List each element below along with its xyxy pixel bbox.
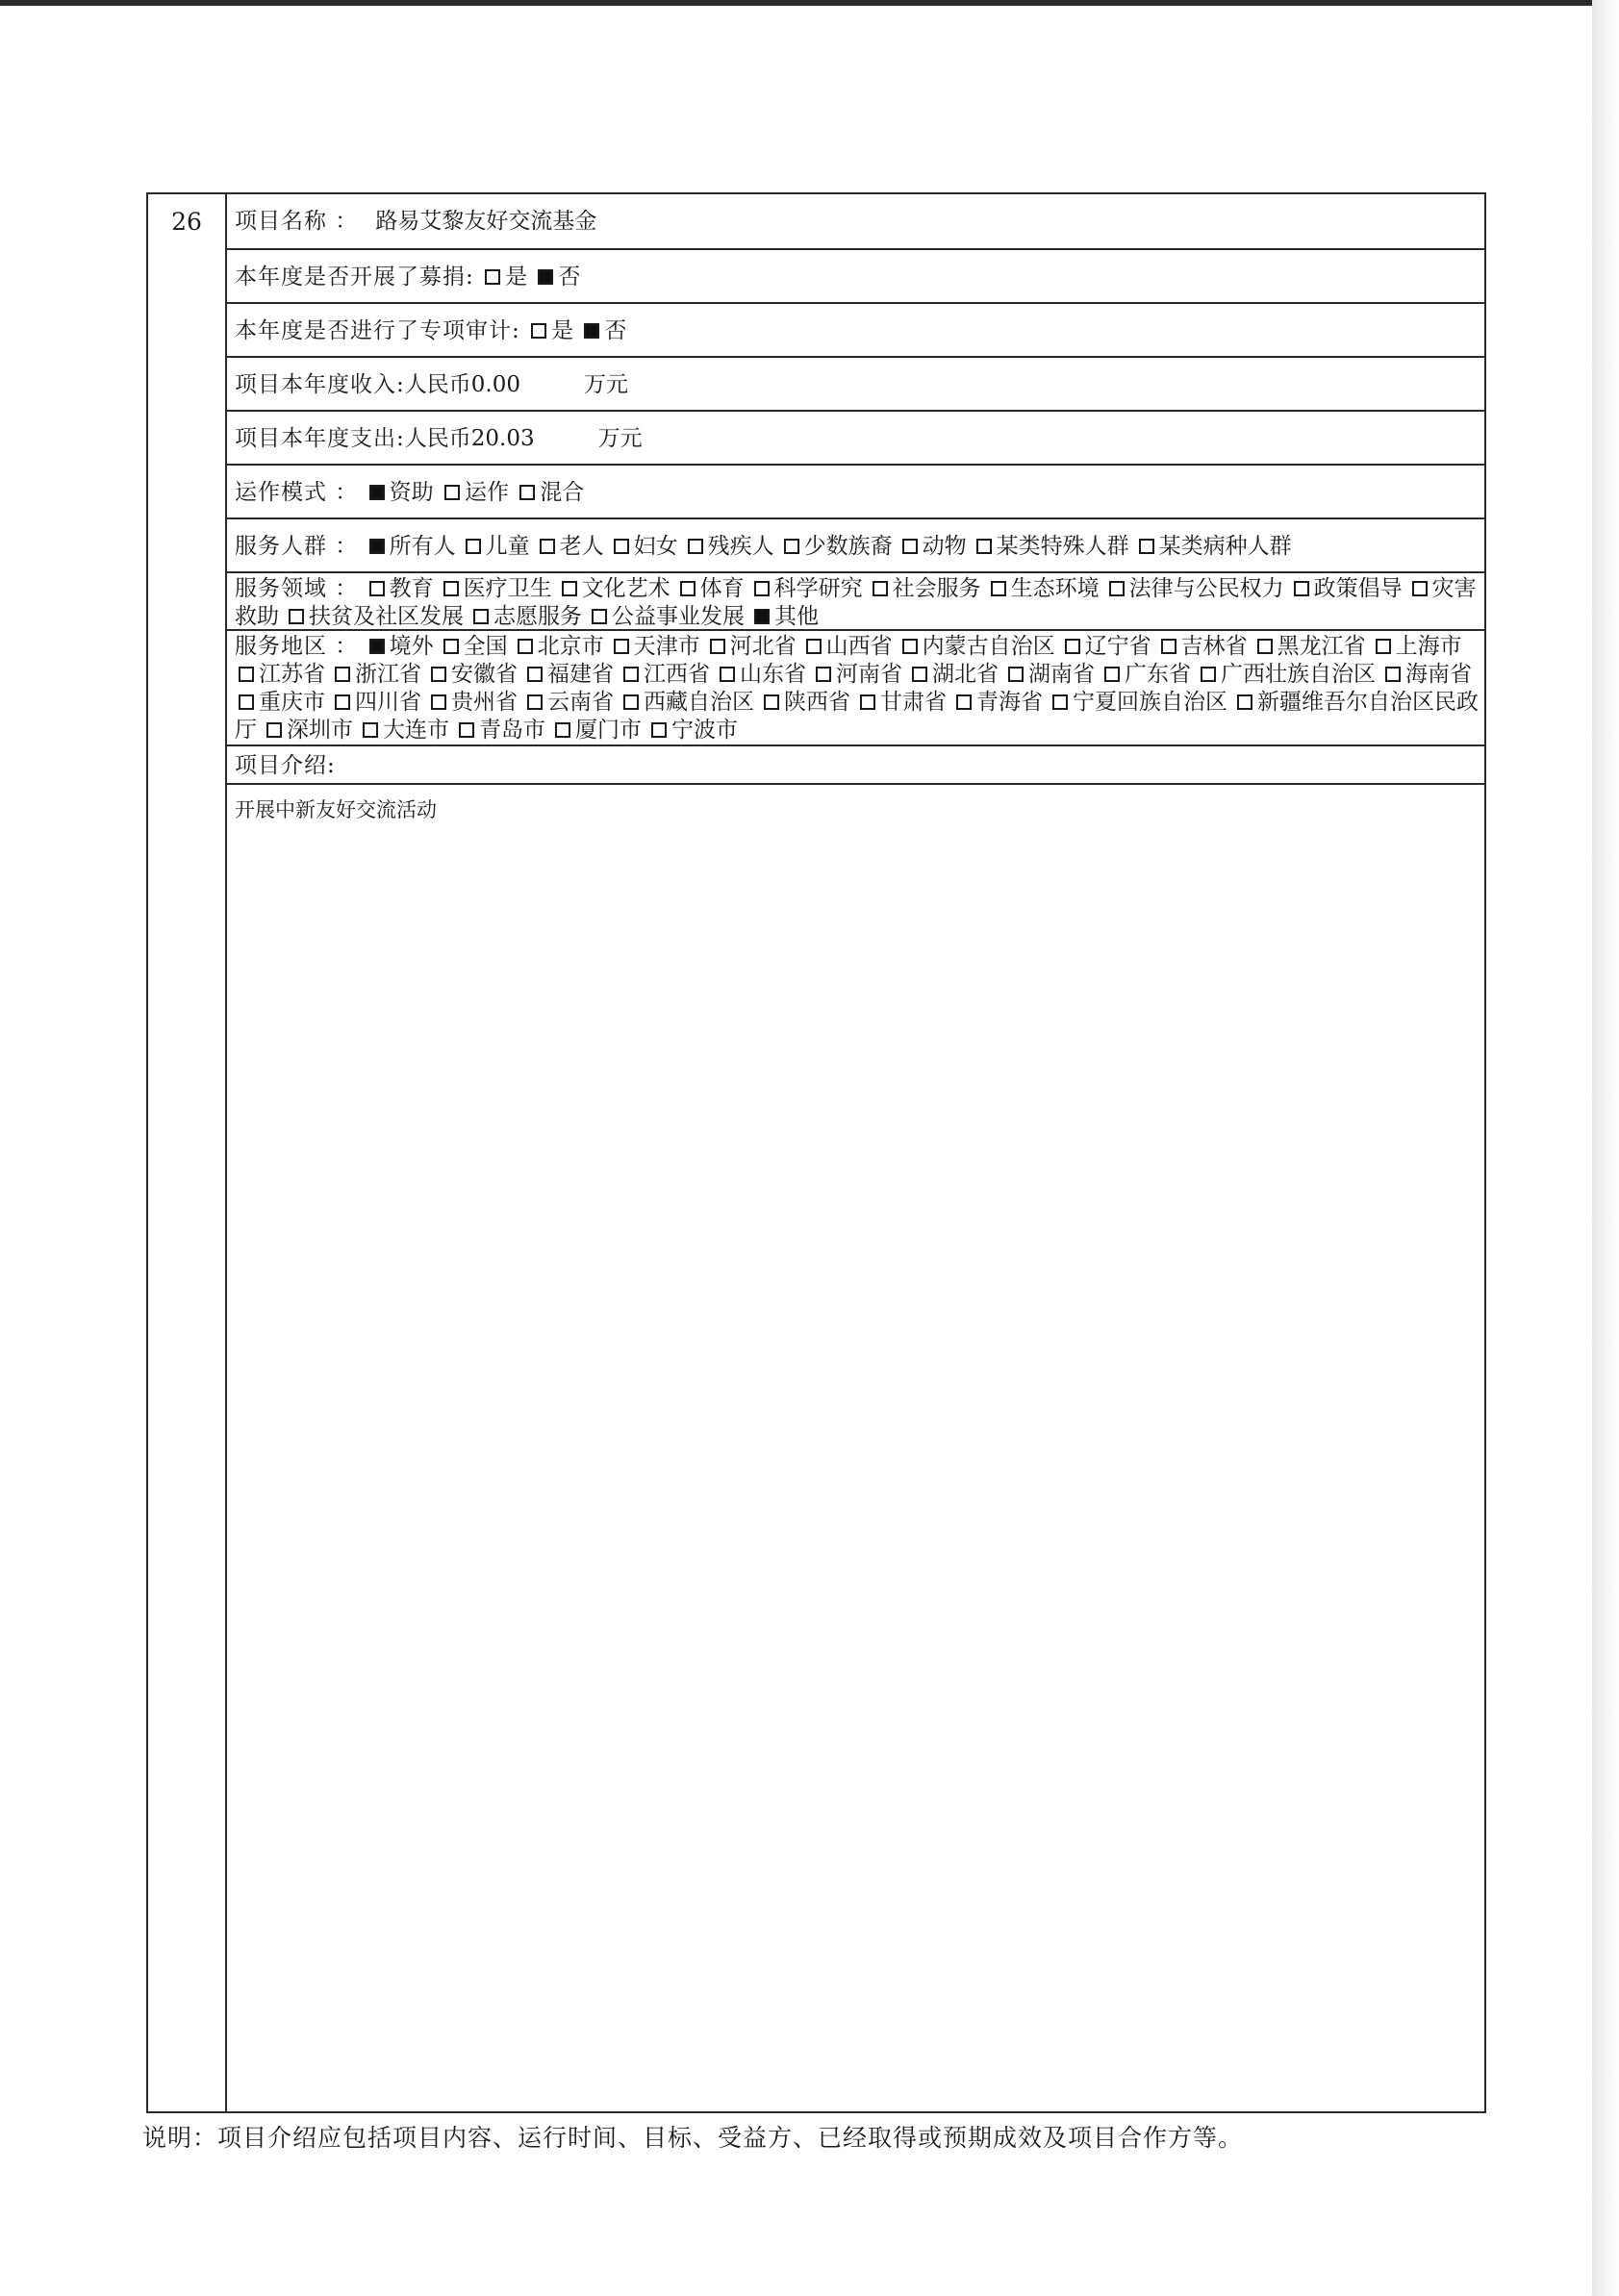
service-region-option [235,662,325,687]
service-group-checkbox[interactable] [784,539,799,554]
service-region-option-label: 云南省 [547,690,614,715]
service-region-checkbox[interactable] [1161,639,1176,654]
service-region-option [1253,634,1366,659]
service-region-option [1372,634,1462,659]
service-region-checkbox[interactable] [1201,667,1216,682]
project-info-column [227,194,1484,2111]
service-group-options [366,534,1298,559]
income-row [227,358,1484,412]
fundraising-yes-checkbox[interactable] [485,269,500,285]
project-name-label: 项目名称 ： [235,209,359,234]
service-region-checkbox[interactable] [459,722,474,738]
service-region-option-label: 河北省 [729,634,797,659]
service-region-option-label: 北京市 [537,634,604,659]
service-region-option-label: 黑龙江省 [1277,634,1366,659]
service-field-option [558,576,670,601]
service-field-checkbox[interactable] [1109,581,1125,596]
service-field-option-label: 灾害救助 [235,576,1477,629]
service-field-option [1105,576,1284,601]
service-region-option-label: 重庆市 [259,690,325,715]
service-region-option [1004,662,1095,687]
service-region-checkbox[interactable] [1257,639,1273,654]
service-group-checkbox[interactable] [1139,539,1154,554]
operation-run-label: 运作 [464,480,509,505]
service-field-checkbox[interactable] [1294,581,1309,596]
service-group-checkbox[interactable] [614,539,629,554]
service-field-option-label: 其他 [774,604,819,629]
service-region-option-label: 厦门市 [575,718,642,743]
service-region-checkbox[interactable] [239,694,254,710]
service-region-option [551,718,642,743]
service-group-label: 服务人群 ： [235,534,359,559]
service-group-option [898,534,967,559]
fundraising-no-label: 否 [558,265,581,290]
service-group-option-label: 妇女 [633,534,678,559]
service-group-checkbox[interactable] [976,539,992,554]
service-field-checkbox[interactable] [592,609,607,624]
service-field-option-label: 生态环境 [1010,576,1100,601]
operation-mixed-label: 混合 [540,480,585,505]
service-region-option-label: 山东省 [740,662,806,687]
service-field-option-label: 医疗卫生 [463,576,552,601]
service-field-option-label: 志愿服务 [493,604,582,629]
service-region-options [235,634,1479,743]
service-field-label: 服务领域 ： [235,576,359,601]
service-field-option-label: 科学研究 [773,576,863,601]
operation-mode-label: 运作模式 ： [235,480,359,505]
service-group-checkbox[interactable] [688,539,703,554]
service-group-option-label: 所有人 [389,534,456,559]
service-group-option-label: 某类病种人群 [1158,534,1292,559]
service-field-checkbox[interactable] [1412,581,1428,596]
service-field-option-label: 法律与公民权力 [1128,576,1284,601]
service-region-checkbox[interactable] [912,667,927,682]
audit-yes-checkbox[interactable] [531,323,546,339]
service-region-option [235,690,325,715]
service-field-option [588,604,745,629]
service-region-checkbox[interactable] [431,694,446,710]
fundraising-no-checkbox[interactable] [538,269,553,285]
intro-label-row [227,746,1484,785]
service-region-checkbox[interactable] [1385,667,1401,682]
service-region-option-label: 陕西省 [784,690,850,715]
service-region-option [366,634,434,659]
service-group-option-label: 老人 [559,534,604,559]
service-region-option-label: 青海省 [976,690,1043,715]
service-region-checkbox[interactable] [443,639,459,654]
service-region-option-label: 宁夏回族自治区 [1073,690,1227,715]
service-region-option [455,718,545,743]
service-field-checkbox[interactable] [754,581,770,596]
service-group-option-label: 残疾人 [707,534,774,559]
service-region-option-label: 辽宁省 [1084,634,1151,659]
service-region-option-label: 全国 [463,634,508,659]
service-group-option-label: 少数族裔 [803,534,893,559]
operation-grant-label: 资助 [389,480,434,505]
service-region-option [908,662,999,687]
service-field-option [750,576,863,601]
service-region-checkbox[interactable] [816,667,831,682]
service-region-checkbox[interactable] [1052,694,1068,710]
service-region-checkbox[interactable] [956,694,972,710]
service-region-option [523,690,614,715]
service-region-option-label: 深圳市 [287,718,353,743]
service-group-option [780,534,893,559]
service-region-option-label: 境外 [389,634,434,659]
service-field-option-label: 社会服务 [892,576,981,601]
service-region-option-label: 浙江省 [355,662,421,687]
audit-no-checkbox[interactable] [584,323,599,339]
audit-label: 本年度是否进行了专项审计: [235,318,520,343]
operation-mixed-checkbox[interactable] [519,485,535,500]
service-region-checkbox[interactable] [527,667,543,682]
service-group-option [462,534,530,559]
service-region-checkbox[interactable] [806,639,822,654]
operation-grant-checkbox[interactable] [369,485,385,500]
fundraising-yes-label: 是 [505,265,528,290]
service-region-checkbox[interactable] [1237,694,1252,710]
service-region-option [620,690,754,715]
service-region-checkbox[interactable] [623,694,639,710]
service-region-checkbox[interactable] [720,667,735,682]
service-region-option-label: 上海市 [1395,634,1462,659]
service-region-option [760,690,850,715]
service-region-option-label: 山西省 [825,634,893,659]
service-region-option-label: 甘肃省 [880,690,947,715]
service-region-option-label: 吉林省 [1180,634,1248,659]
service-field-checkbox[interactable] [680,581,696,596]
income-label: 项目本年度收入: [235,372,405,397]
service-group-option [366,534,456,559]
service-group-option-label: 动物 [922,534,967,559]
service-region-option [1381,662,1472,687]
service-region-option-label: 广东省 [1125,662,1191,687]
service-region-option-label: 海南省 [1405,662,1472,687]
service-region-checkbox[interactable] [335,694,350,710]
project-form-table [146,192,1486,2113]
service-region-option [263,718,353,743]
service-group-checkbox[interactable] [466,539,481,554]
service-region-option-label: 宁波市 [671,718,738,743]
service-field-row [227,573,1484,631]
service-region-option [898,634,1055,659]
service-region-option [716,662,806,687]
service-region-checkbox[interactable] [614,639,629,654]
service-region-checkbox[interactable] [335,667,350,682]
service-group-checkbox[interactable] [540,539,555,554]
service-group-checkbox[interactable] [902,539,918,554]
intro-label: 项目介绍: [235,753,336,778]
service-group-row [227,519,1484,573]
audit-yes-label: 是 [551,318,574,343]
service-region-option-label: 青岛市 [479,718,545,743]
fundraising-label: 本年度是否开展了募捐: [235,265,474,290]
service-region-checkbox[interactable] [710,639,725,654]
service-field-checkbox[interactable] [562,581,577,596]
intro-text: 开展中新友好交流活动 [235,798,437,821]
service-region-checkbox[interactable] [623,667,639,682]
service-field-checkbox[interactable] [443,581,459,596]
service-field-option [676,576,745,601]
service-region-option [331,662,421,687]
service-region-option [1049,690,1227,715]
service-region-option-label: 河南省 [836,662,902,687]
expense-value: 人民币20.03 [404,426,535,451]
service-region-option [812,662,902,687]
service-region-checkbox[interactable] [363,722,378,738]
service-region-option-label: 安徽省 [451,662,518,687]
service-group-option [684,534,774,559]
service-region-option-label: 大连市 [383,718,449,743]
service-group-option-label: 儿童 [485,534,530,559]
service-field-option [987,576,1100,601]
service-region-checkbox[interactable] [518,639,533,654]
service-field-options [235,576,1477,629]
service-field-option-label: 教育 [389,576,434,601]
service-region-row [227,631,1484,746]
service-region-label: 服务地区 ： [235,634,359,659]
service-region-option [952,690,1043,715]
service-group-checkbox[interactable] [369,539,385,554]
project-name-row [227,194,1484,250]
service-field-option-label: 扶贫及社区发展 [309,604,464,629]
audit-no-label: 否 [604,318,627,343]
income-unit: 万元 [583,372,628,397]
service-region-checkbox[interactable] [1376,639,1391,654]
service-region-option [647,718,738,743]
service-region-option-label: 福建省 [547,662,614,687]
service-region-option [706,634,797,659]
service-region-checkbox[interactable] [1008,667,1024,682]
service-region-checkbox[interactable] [431,667,446,682]
row-number-cell [148,194,227,2111]
service-region-option [856,690,947,715]
service-region-checkbox[interactable] [902,639,918,654]
service-field-checkbox[interactable] [991,581,1006,596]
service-region-option-label: 贵州省 [451,690,518,715]
service-region-checkbox[interactable] [369,639,385,654]
service-region-option [802,634,893,659]
service-group-option [973,534,1129,559]
service-group-option [536,534,604,559]
service-field-checkbox[interactable] [873,581,888,596]
service-region-option [523,662,614,687]
service-field-option [366,576,434,601]
service-region-option [1157,634,1248,659]
service-region-checkbox[interactable] [1104,667,1120,682]
income-value: 人民币0.00 [404,372,520,397]
service-field-option [869,576,981,601]
service-group-option [610,534,678,559]
service-region-option-label: 广西壮族自治区 [1221,662,1376,687]
service-region-option [610,634,700,659]
service-region-option-label: 西藏自治区 [644,690,754,715]
audit-row [227,304,1484,358]
service-field-checkbox[interactable] [754,609,770,624]
service-region-checkbox[interactable] [1065,639,1080,654]
service-field-option [1290,576,1403,601]
service-region-option-label: 江苏省 [259,662,325,687]
service-region-option-label: 湖北省 [932,662,999,687]
service-field-option-label: 体育 [699,576,745,601]
service-region-option-label: 新疆维吾尔自治区民政厅 [235,690,1479,743]
expense-row [227,412,1484,466]
footnote: 说明：项目介绍应包括项目内容、运行时间、目标、受益方、已经取得或预期成效及项目合作方等。 [142,2124,1244,2152]
operation-run-checkbox[interactable] [444,485,460,500]
project-name-value: 路易艾黎友好交流基金 [375,209,597,234]
service-region-option [514,634,604,659]
service-region-option [1197,662,1376,687]
fundraising-row [227,250,1484,304]
service-region-option [620,662,710,687]
service-group-option-label: 某类特殊人群 [996,534,1129,559]
scan-right-edge [1592,0,1619,2296]
service-field-option [285,604,464,629]
service-region-option-label: 湖南省 [1028,662,1095,687]
service-field-option-label: 公益事业发展 [612,604,745,629]
service-region-option [1100,662,1191,687]
service-region-checkbox[interactable] [527,694,543,710]
service-region-option-label: 四川省 [355,690,421,715]
service-region-option [1061,634,1151,659]
service-region-option-label: 天津市 [633,634,700,659]
service-region-option-label: 江西省 [644,662,710,687]
service-region-option-label: 内蒙古自治区 [922,634,1055,659]
service-region-checkbox[interactable] [239,667,254,682]
service-field-option [440,576,552,601]
expense-label: 项目本年度支出: [235,426,405,451]
service-field-option-label: 政策倡导 [1313,576,1403,601]
service-region-checkbox[interactable] [860,694,875,710]
service-region-option [427,662,518,687]
service-region-option [427,690,518,715]
service-region-option [331,690,421,715]
service-field-option [750,604,819,629]
service-region-checkbox[interactable] [266,722,282,738]
expense-unit: 万元 [597,426,643,451]
service-region-option [440,634,508,659]
service-group-option [1135,534,1292,559]
row-number: 26 [171,208,202,236]
service-region-checkbox[interactable] [651,722,667,738]
service-field-option [469,604,582,629]
service-field-checkbox[interactable] [369,581,385,596]
service-field-checkbox[interactable] [473,609,489,624]
service-field-option-label: 文化艺术 [581,576,670,601]
service-region-checkbox[interactable] [555,722,570,738]
service-field-checkbox[interactable] [289,609,304,624]
scan-top-edge [0,0,1592,6]
operation-mode-row [227,466,1484,519]
service-region-checkbox[interactable] [764,694,779,710]
service-region-option [359,718,449,743]
